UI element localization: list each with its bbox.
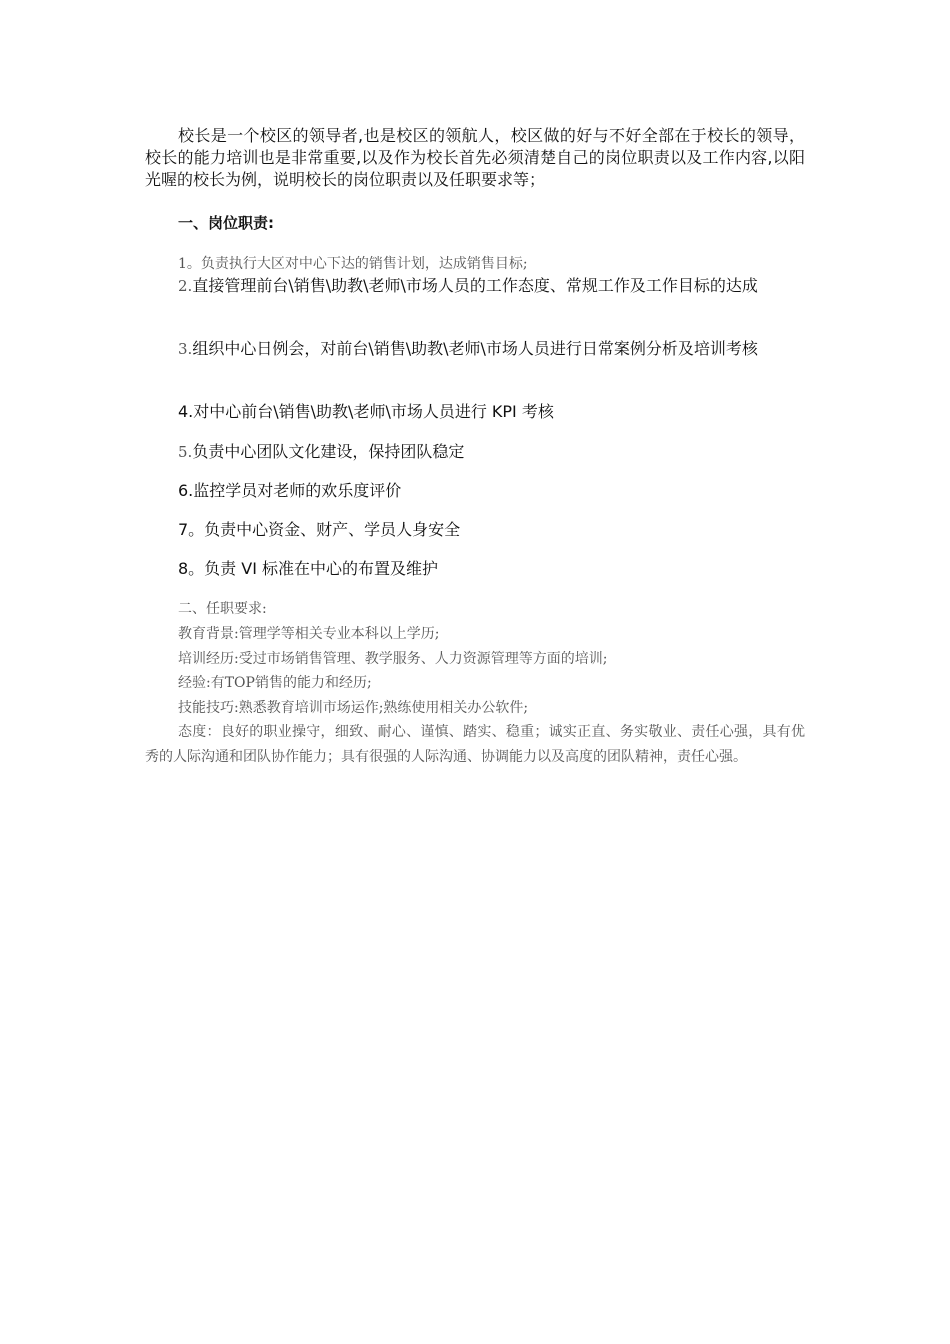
section-heading-requirements: 二、任职要求: <box>178 601 267 617</box>
duty-item-5 <box>178 439 464 462</box>
section-heading-duties: 一、岗位职责: <box>178 214 274 232</box>
requirement-training: 培训经历:受过市场销售管理、教学服务、人力资源管理等方面的培训; <box>178 651 608 667</box>
intro-paragraph: 校长是一个校区的领导者,也是校区的领航人，校区做的好与不好全部在于校长的领导，校长的能力培训也是非常重要,以及作为校长首先必须清楚自己的岗位职责以及工作内容,以阳光喔的校长为例，说明校长的岗位职责以及任职要求等； <box>145 126 805 189</box>
duty-item-8: 8。负责 VI 标准在中心的布置及维护 <box>178 559 439 578</box>
requirement-skills: 技能技巧:熟悉教育培训市场运作;熟练使用相关办公软件; <box>178 700 529 716</box>
duty-item-6: 6.监控学员对老师的欢乐度评价 <box>178 481 402 500</box>
duty-item-2-number: 2. <box>178 277 193 295</box>
duty-item-5-text: 负责中心团队文化建设，保持团队稳定 <box>192 442 465 461</box>
duty-item-3 <box>145 337 805 361</box>
duty-item-2 <box>145 274 805 298</box>
requirement-attitude: 态度：良好的职业操守，细致、耐心、谨慎、踏实、稳重；诚实正直、务实敬业、责任心强，具有优秀的人际沟通和团队协作能力；具有很强的人际沟通、协调能力以及高度的团队精神，责任心强。 <box>145 724 805 765</box>
duty-item-5-number: 5. <box>178 443 193 461</box>
duty-item-1: 1。负责执行大区对中心下达的销售计划，达成销售目标; <box>178 256 528 272</box>
duty-item-3-number: 3. <box>178 340 193 358</box>
duty-item-2-text: 直接管理前台\销售\助教\老师\市场人员的工作态度、常规工作及工作目标的达成 <box>192 276 758 295</box>
duty-item-3-text: 组织中心日例会，对前台\销售\助教\老师\市场人员进行日常案例分析及培训考核 <box>192 339 758 358</box>
requirement-education: 教育背景:管理学等相关专业本科以上学历; <box>178 626 440 642</box>
duty-item-7: 7。负责中心资金、财产、学员人身安全 <box>178 520 461 539</box>
requirement-experience: 经验:有TOP销售的能力和经历; <box>178 675 372 691</box>
duty-item-4: 4.对中心前台\销售\助教\老师\市场人员进行 KPI 考核 <box>178 402 554 421</box>
